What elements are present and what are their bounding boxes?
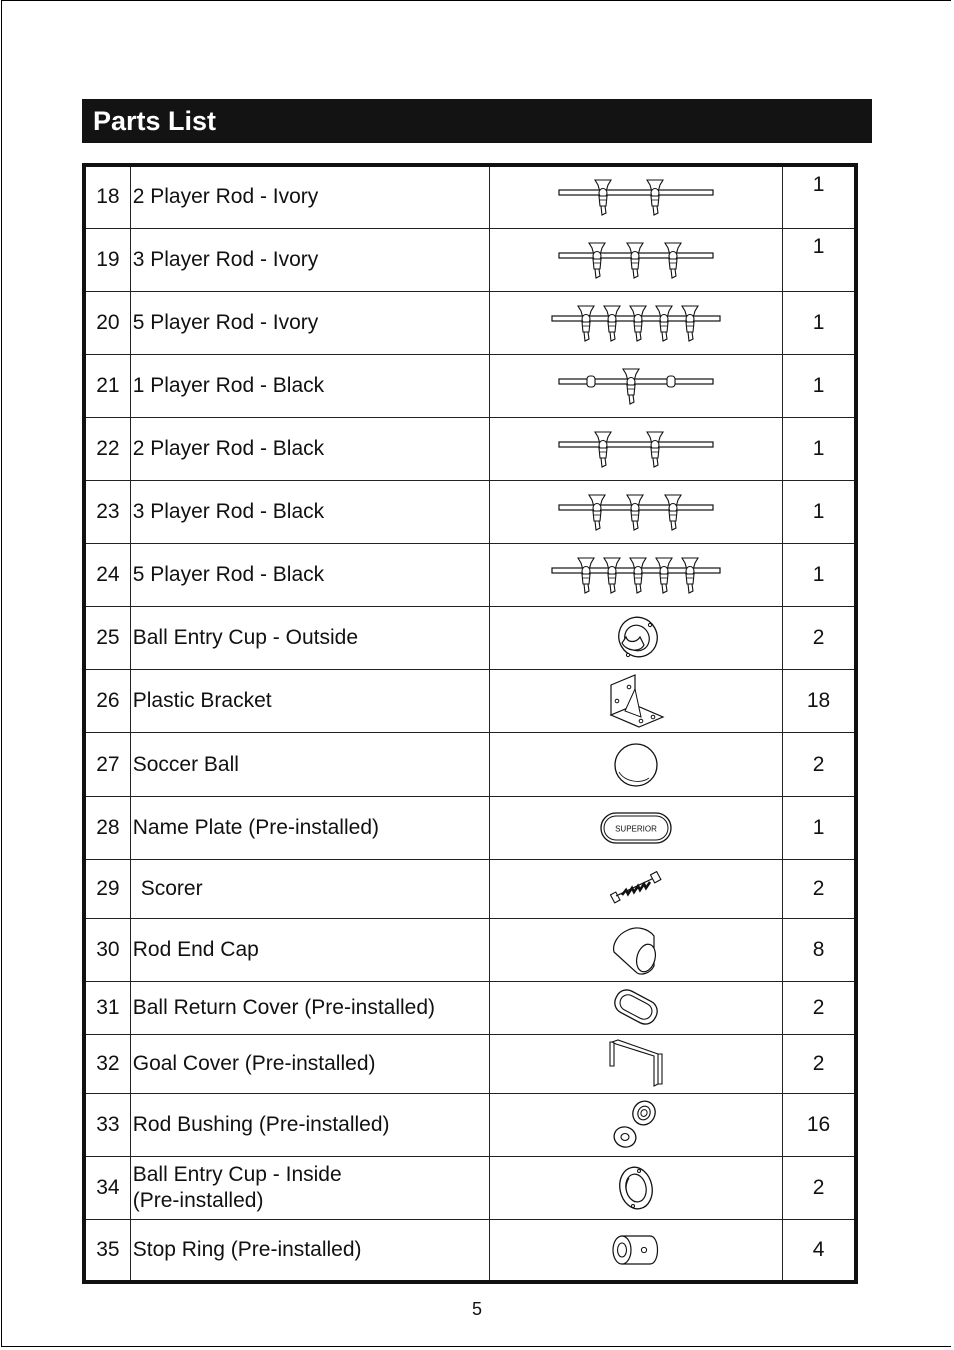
part-description: Ball Entry Cup - Outside bbox=[130, 607, 489, 670]
part-description: Scorer bbox=[130, 859, 489, 918]
part-description: 3 Player Rod - Ivory bbox=[130, 228, 489, 291]
five-player-rod-icon bbox=[546, 303, 726, 343]
part-quantity: 1 bbox=[783, 544, 856, 607]
part-quantity: 2 bbox=[783, 733, 856, 796]
part-image-cell bbox=[489, 228, 783, 291]
part-number: 23 bbox=[84, 481, 130, 544]
part-description: Rod Bushing (Pre-installed) bbox=[130, 1094, 489, 1157]
part-image-cell bbox=[489, 670, 783, 733]
table-row bbox=[84, 1094, 856, 1157]
part-description: Goal Cover (Pre-installed) bbox=[130, 1035, 489, 1094]
part-quantity: 2 bbox=[783, 859, 856, 918]
part-number: 20 bbox=[84, 291, 130, 354]
table-row bbox=[84, 918, 856, 981]
part-quantity: 2 bbox=[783, 1157, 856, 1220]
part-description-line-1: Ball Entry Cup - Inside bbox=[132, 1163, 342, 1187]
part-number: 29 bbox=[84, 859, 130, 918]
table-row bbox=[84, 228, 856, 291]
page-title: Parts List bbox=[82, 99, 872, 143]
rod-bushing-icon bbox=[608, 1097, 664, 1153]
part-quantity: 2 bbox=[783, 1035, 856, 1094]
part-description: 1 Player Rod - Black bbox=[130, 354, 489, 417]
part-description: 5 Player Rod - Black bbox=[130, 544, 489, 607]
table-row bbox=[84, 607, 856, 670]
table-row bbox=[84, 291, 856, 354]
part-image-cell bbox=[489, 291, 783, 354]
part-image-cell bbox=[489, 1094, 783, 1157]
table-row bbox=[84, 981, 856, 1034]
part-quantity: 1 bbox=[783, 417, 856, 480]
part-quantity: 1 bbox=[783, 291, 856, 354]
part-image-cell bbox=[489, 733, 783, 796]
table-row bbox=[84, 733, 856, 796]
part-description: Rod End Cap bbox=[130, 918, 489, 981]
part-number: 22 bbox=[84, 417, 130, 480]
part-description: Plastic Bracket bbox=[130, 670, 489, 733]
soccer-ball-icon bbox=[611, 740, 661, 790]
three-player-rod-icon bbox=[551, 240, 721, 280]
table-row bbox=[84, 354, 856, 417]
part-description: 2 Player Rod - Ivory bbox=[130, 165, 489, 228]
part-image-cell bbox=[489, 544, 783, 607]
table-row bbox=[84, 165, 856, 228]
one-player-rod-icon bbox=[551, 366, 721, 406]
part-quantity: 1 bbox=[783, 354, 856, 417]
table-row bbox=[84, 544, 856, 607]
table-row bbox=[84, 796, 856, 859]
part-number: 26 bbox=[84, 670, 130, 733]
part-number: 31 bbox=[84, 981, 130, 1034]
part-number: 33 bbox=[84, 1094, 130, 1157]
table-row bbox=[84, 481, 856, 544]
five-player-rod-icon bbox=[546, 555, 726, 595]
part-image-cell bbox=[489, 354, 783, 417]
rod-end-cap-icon bbox=[608, 922, 664, 978]
part-description: Name Plate (Pre-installed) bbox=[130, 796, 489, 859]
page-number: 5 bbox=[471, 1299, 482, 1319]
part-quantity: 2 bbox=[783, 607, 856, 670]
goal-cover-icon bbox=[606, 1038, 666, 1090]
part-number: 30 bbox=[84, 918, 130, 981]
part-number: 35 bbox=[84, 1220, 130, 1282]
part-quantity: 8 bbox=[783, 918, 856, 981]
part-description bbox=[130, 1157, 489, 1220]
part-image-cell bbox=[489, 1157, 783, 1220]
table-row bbox=[84, 1220, 856, 1282]
part-description: 3 Player Rod - Black bbox=[130, 481, 489, 544]
table-row bbox=[84, 417, 856, 480]
table-row bbox=[84, 670, 856, 733]
part-number: 27 bbox=[84, 733, 130, 796]
ball-entry-cup-inside-icon bbox=[611, 1162, 661, 1214]
name-plate-text: SUPERIOR bbox=[614, 824, 657, 834]
part-number: 28 bbox=[84, 796, 130, 859]
part-description-line-2: (Pre-installed) bbox=[132, 1189, 264, 1213]
table-row bbox=[84, 859, 856, 918]
part-image-cell bbox=[489, 1035, 783, 1094]
part-quantity: 18 bbox=[783, 670, 856, 733]
part-description: Soccer Ball bbox=[130, 733, 489, 796]
stop-ring-icon bbox=[608, 1230, 664, 1270]
part-image-cell bbox=[489, 796, 783, 859]
two-player-rod-icon bbox=[551, 177, 721, 217]
part-number: 25 bbox=[84, 607, 130, 670]
part-image-cell bbox=[489, 981, 783, 1034]
part-image-cell bbox=[489, 417, 783, 480]
part-quantity: 1 bbox=[783, 796, 856, 859]
part-image-cell bbox=[489, 607, 783, 670]
part-number: 18 bbox=[84, 165, 130, 228]
ball-return-cover-icon bbox=[608, 985, 664, 1031]
table-row bbox=[84, 1035, 856, 1094]
part-description: 5 Player Rod - Ivory bbox=[130, 291, 489, 354]
ball-entry-cup-outside-icon bbox=[606, 613, 666, 663]
part-image-cell bbox=[489, 481, 783, 544]
scorer-icon bbox=[608, 871, 664, 907]
part-image-cell bbox=[489, 165, 783, 228]
part-number: 19 bbox=[84, 228, 130, 291]
part-number: 21 bbox=[84, 354, 130, 417]
part-quantity: 16 bbox=[783, 1094, 856, 1157]
name-plate-icon bbox=[598, 810, 674, 846]
two-player-rod-icon bbox=[551, 429, 721, 469]
part-number: 34 bbox=[84, 1157, 130, 1220]
part-quantity: 1 bbox=[783, 481, 856, 544]
part-quantity: 1 bbox=[783, 165, 856, 228]
part-description: Stop Ring (Pre-installed) bbox=[130, 1220, 489, 1282]
plastic-bracket-icon bbox=[601, 671, 671, 731]
part-description: Ball Return Cover (Pre-installed) bbox=[130, 981, 489, 1034]
part-number: 24 bbox=[84, 544, 130, 607]
table-row bbox=[84, 1157, 856, 1220]
part-quantity: 1 bbox=[783, 228, 856, 291]
part-image-cell bbox=[489, 918, 783, 981]
part-quantity: 4 bbox=[783, 1220, 856, 1282]
part-image-cell bbox=[489, 1220, 783, 1282]
part-quantity: 2 bbox=[783, 981, 856, 1034]
part-number: 32 bbox=[84, 1035, 130, 1094]
part-description: 2 Player Rod - Black bbox=[130, 417, 489, 480]
three-player-rod-icon bbox=[551, 492, 721, 532]
part-image-cell bbox=[489, 859, 783, 918]
parts-table bbox=[82, 163, 858, 1284]
